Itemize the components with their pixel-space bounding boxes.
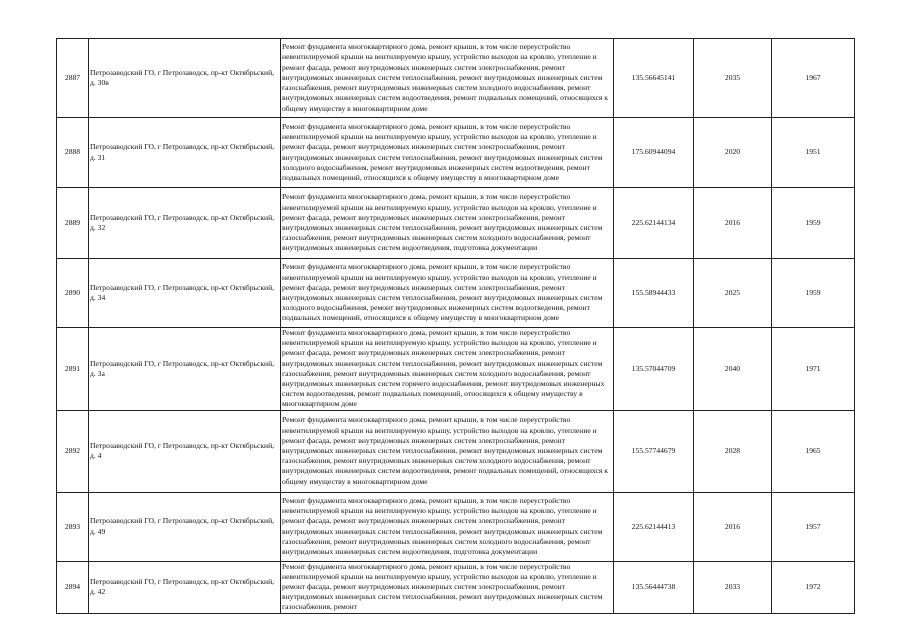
- table-row: [57, 492, 855, 561]
- table-row: [57, 561, 855, 613]
- planned-year-cell: 2028: [694, 410, 772, 492]
- planned-year-cell: 2020: [694, 118, 772, 188]
- address-cell: Петрозаводский ГО, г Петрозаводск, пр-кт Октябрьский, д. 31: [89, 118, 281, 188]
- row-number: 2892: [57, 410, 89, 492]
- row-number: 2888: [57, 118, 89, 188]
- cost-cell: 175.60944094: [614, 118, 694, 188]
- built-year-cell: 1959: [772, 188, 855, 259]
- address-cell: Петрозаводский ГО, г Петрозаводск, пр-кт Октябрьский, д. 42: [89, 561, 281, 613]
- address-cell: Петрозаводский ГО, г Петрозаводск, пр-кт Октябрьский, д. 49: [89, 492, 281, 561]
- address-cell: Петрозаводский ГО, г Петрозаводск, пр-кт Октябрьский, д. 3а: [89, 328, 281, 411]
- address-cell: Петрозаводский ГО, г Петрозаводск, пр-кт Октябрьский, д. 4: [89, 410, 281, 492]
- built-year-cell: 1965: [772, 410, 855, 492]
- row-number: 2894: [57, 561, 89, 613]
- table-row: [57, 118, 855, 188]
- row-number: 2887: [57, 39, 89, 118]
- planned-year-cell: 2035: [694, 39, 772, 118]
- planned-year-cell: 2040: [694, 328, 772, 411]
- works-cell: Ремонт фундамента многоквартирного дома, ремонт крыши, в том числе переустройство невентилируемой крыши на вентилируемую крышу, устройство выходов на кровлю, утепление и ремонт фасада, ремонт внутридомовых инженерных систем электроснабжения, ремонт внутридомовых инженерных систем теплоснабжения, ремонт внутридомовых инженерных систем газоснабжения, ремонт внутридомовых инженерных систем холодного водоснабжения, ремонт внутридомовых инженерных систем водоотведения, подготовка документации: [281, 188, 614, 259]
- table-row: [57, 328, 855, 411]
- planned-year-cell: 2033: [694, 561, 772, 613]
- planned-year-cell: 2016: [694, 492, 772, 561]
- address-cell: Петрозаводский ГО, г Петрозаводск, пр-кт Октябрьский, д. 32: [89, 188, 281, 259]
- row-number: 2893: [57, 492, 89, 561]
- works-cell: Ремонт фундамента многоквартирного дома, ремонт крыши, в том числе переустройство невентилируемой крыши на вентилируемую крышу, устройство выходов на кровлю, утепление и ремонт фасада, ремонт внутридомовых инженерных систем электроснабжения, ремонт внутридомовых инженерных систем теплоснабжения, ремонт внутридомовых инженерных систем газоснабжения, ремонт: [281, 561, 614, 613]
- capital-repair-table: [56, 38, 855, 614]
- row-number: 2891: [57, 328, 89, 411]
- cost-cell: 225.62144413: [614, 492, 694, 561]
- cost-cell: 155.58944433: [614, 259, 694, 328]
- built-year-cell: 1971: [772, 328, 855, 411]
- table-row: [57, 188, 855, 259]
- works-cell: Ремонт фундамента многоквартирного дома, ремонт крыши, в том числе переустройство невентилируемой крыши на вентилируемую крышу, устройство выходов на кровлю, утепление и ремонт фасада, ремонт внутридомовых инженерных систем электроснабжения, ремонт внутридомовых инженерных систем теплоснабжения, ремонт внутридомовых инженерных систем холодного водоснабжения, ремонт внутридомовых инженерных систем водоотведения, ремонт подвальных помещений, относящихся к общему имуществу в многоквартирном доме: [281, 259, 614, 328]
- address-cell: Петрозаводский ГО, г Петрозаводск, пр-кт Октябрьский, д. 34: [89, 259, 281, 328]
- table-row: [57, 410, 855, 492]
- address-cell: Петрозаводский ГО, г Петрозаводск, пр-кт Октябрьский, д. 30в: [89, 39, 281, 118]
- cost-cell: 155.57744679: [614, 410, 694, 492]
- built-year-cell: 1951: [772, 118, 855, 188]
- built-year-cell: 1972: [772, 561, 855, 613]
- cost-cell: 225.62144134: [614, 188, 694, 259]
- built-year-cell: 1957: [772, 492, 855, 561]
- works-cell: Ремонт фундамента многоквартирного дома, ремонт крыши, в том числе переустройство невентилируемой крыши на вентилируемую крышу, устройство выходов на кровлю, утепление и ремонт фасада, ремонт внутридомовых инженерных систем электроснабжения, ремонт внутридомовых инженерных систем теплоснабжения, ремонт внутридомовых инженерных систем газоснабжения, ремонт внутридомовых инженерных систем холодного водоснабжения, ремонт внутридомовых инженерных систем горячего водоснабжения, ремонт внутридомовых инженерных систем водоотведения, ремонт подвальных помещений, относящихся к общему имуществу в многоквартирном доме: [281, 328, 614, 411]
- row-number: 2889: [57, 188, 89, 259]
- table-row: [57, 39, 855, 118]
- planned-year-cell: 2016: [694, 188, 772, 259]
- planned-year-cell: 2025: [694, 259, 772, 328]
- table-row: [57, 259, 855, 328]
- built-year-cell: 1967: [772, 39, 855, 118]
- cost-cell: 135.56645141: [614, 39, 694, 118]
- cost-cell: 135.56444738: [614, 561, 694, 613]
- works-cell: Ремонт фундамента многоквартирного дома, ремонт крыши, в том числе переустройство невентилируемой крыши на вентилируемую крышу, устройство выходов на кровлю, утепление и ремонт фасада, ремонт внутридомовых инженерных систем электроснабжения, ремонт внутридомовых инженерных систем теплоснабжения, ремонт внутридомовых инженерных систем газоснабжения, ремонт внутридомовых инженерных систем холодного водоснабжения, ремонт внутридомовых инженерных систем водоотведения, ремонт подвальных помещений, относящихся к общему имуществу в многоквартирном доме: [281, 410, 614, 492]
- cost-cell: 135.57044709: [614, 328, 694, 411]
- row-number: 2890: [57, 259, 89, 328]
- built-year-cell: 1959: [772, 259, 855, 328]
- works-cell: Ремонт фундамента многоквартирного дома, ремонт крыши, в том числе переустройство невентилируемой крыши на вентилируемую крышу, устройство выходов на кровлю, утепление и ремонт фасада, ремонт внутридомовых инженерных систем электроснабжения, ремонт внутридомовых инженерных систем теплоснабжения, ремонт внутридомовых инженерных систем газоснабжения, ремонт внутридомовых инженерных систем холодного водоснабжения, ремонт внутридомовых инженерных систем водоотведения, ремонт подвальных помещений, относящихся к общему имуществу в многоквартирном доме: [281, 39, 614, 118]
- works-cell: Ремонт фундамента многоквартирного дома, ремонт крыши, в том числе переустройство невентилируемой крыши на вентилируемую крышу, устройство выходов на кровлю, утепление и ремонт фасада, ремонт внутридомовых инженерных систем электроснабжения, ремонт внутридомовых инженерных систем теплоснабжения, ремонт внутридомовых инженерных систем газоснабжения, ремонт внутридомовых инженерных систем холодного водоснабжения, ремонт внутридомовых инженерных систем водоотведения, подготовка документации: [281, 492, 614, 561]
- works-cell: Ремонт фундамента многоквартирного дома, ремонт крыши, в том числе переустройство невентилируемой крыши на вентилируемую крышу, устройство выходов на кровлю, утепление и ремонт фасада, ремонт внутридомовых инженерных систем электроснабжения, ремонт внутридомовых инженерных систем теплоснабжения, ремонт внутридомовых инженерных систем холодного водоснабжения, ремонт внутридомовых инженерных систем водоотведения, ремонт подвальных помещений, относящихся к общему имуществу в многоквартирном доме: [281, 118, 614, 188]
